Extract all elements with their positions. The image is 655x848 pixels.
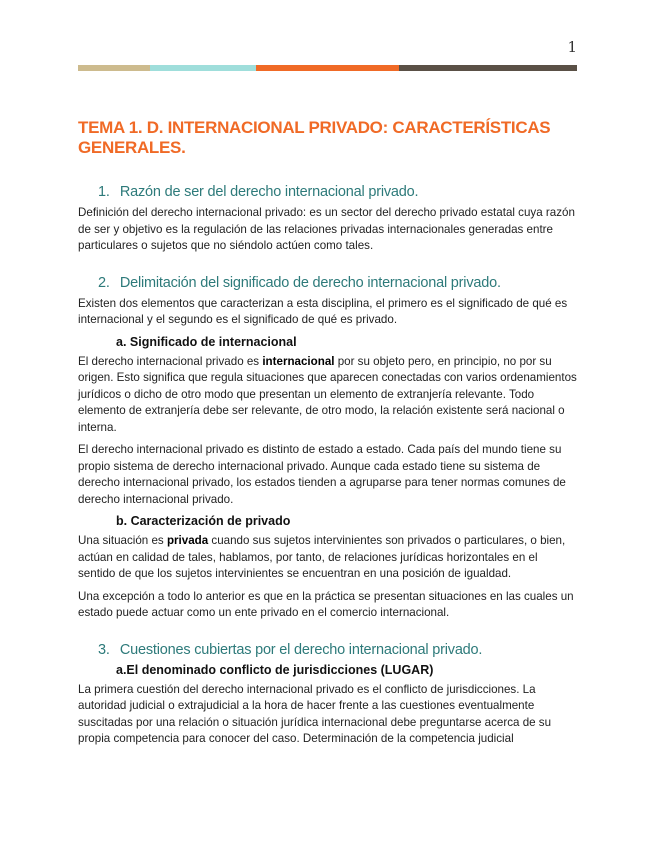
color-bar-segment — [78, 65, 150, 71]
bold-term: internacional — [262, 354, 335, 368]
section-number: 1. — [98, 184, 110, 200]
paragraph: Definición del derecho internacional privado: es un sector del derecho privado estatal cuya razón de ser y objetivo es la regulación de las relaciones privadas internacionales generadas entre particulares o sujetos que no siéndolo actúen como tales. — [78, 206, 575, 252]
paragraph — [78, 354, 578, 437]
paragraph — [78, 533, 578, 583]
text-run: por su objeto pero, en principio, no por su origen. Esto significa que regula situaciones que aparecen conectadas con varios ordenamientos jurídicos o dicho de otro modo que presentan un elemento de extranjería relevante. Todo elemento de extranjería debe ser relevante, de otro modo, la relación existente será nacional o interna. — [78, 354, 577, 434]
text-run: cuando sus sujetos intervinientes son privados o particulares, o bien, actúan en calidad de tales, hablamos, por tanto, de relaciones jurídicas horizontales en el sentido de que los sujetos intervinientes se encuentran en una posición de igualdad. — [78, 534, 566, 580]
paragraph: Una excepción a todo lo anterior es que en la práctica se presentan situaciones en las cuales un estado puede actuar como un ente privado en el comercio internacional. — [78, 589, 574, 619]
subsection-heading-b: b. Caracterización de privado — [116, 514, 291, 528]
section-number: 3. — [98, 641, 110, 658]
section-heading-3 — [98, 642, 578, 658]
section-number: 2. — [98, 274, 110, 291]
page-number: 1 — [567, 38, 577, 56]
color-bar-segment — [150, 65, 256, 71]
section-heading-text: Delimitación del significado de derecho internacional privado. — [119, 274, 501, 291]
paragraph: Existen dos elementos que caracterizan a esta disciplina, el primero es el significado de qué es internacional y el segundo es el significado de qué es privado. — [78, 296, 568, 326]
paragraph: La primera cuestión del derecho internacional privado es el conflicto de jurisdicciones. La autoridad judicial o extrajudicial a la hora de hacer frente a las cuestiones eventualmente suscitadas por una relación o situación jurídica internacional debe preguntarse acerca de su propia competencia para conocer del caso. Determinación de la competencia judicial — [78, 682, 552, 745]
subsection-heading-a: a. Significado de internacional — [116, 334, 297, 349]
header-color-bar — [78, 65, 577, 71]
color-bar-segment — [256, 65, 399, 71]
page-title: TEMA 1. D. INTERNACIONAL PRIVADO: CARACTERÍSTICAS GENERALES. — [78, 118, 551, 157]
subsection-heading-a: a.El denominado conflicto de jurisdicciones (LUGAR) — [116, 662, 434, 677]
section-heading-text: Cuestiones cubiertas por el derecho internacional privado. — [119, 641, 483, 658]
document-body — [78, 118, 578, 754]
paragraph: El derecho internacional privado es distinto de estado a estado. Cada país del mundo tiene su propio sistema de derecho internacional privado. Aunque cada estado tiene su sistema de derecho internacional privado, los estados tienden a agruparse para tener normas comunes de derecho internacional privado. — [78, 443, 566, 506]
section-heading-2 — [98, 275, 578, 291]
section-heading-1 — [98, 184, 578, 200]
text-run: Una situación es — [78, 534, 167, 547]
bold-term: privada — [166, 534, 209, 547]
color-bar-segment — [399, 65, 577, 71]
text-run: El derecho internacional privado es — [78, 354, 263, 368]
section-heading-text: Razón de ser del derecho internacional privado. — [119, 184, 419, 200]
